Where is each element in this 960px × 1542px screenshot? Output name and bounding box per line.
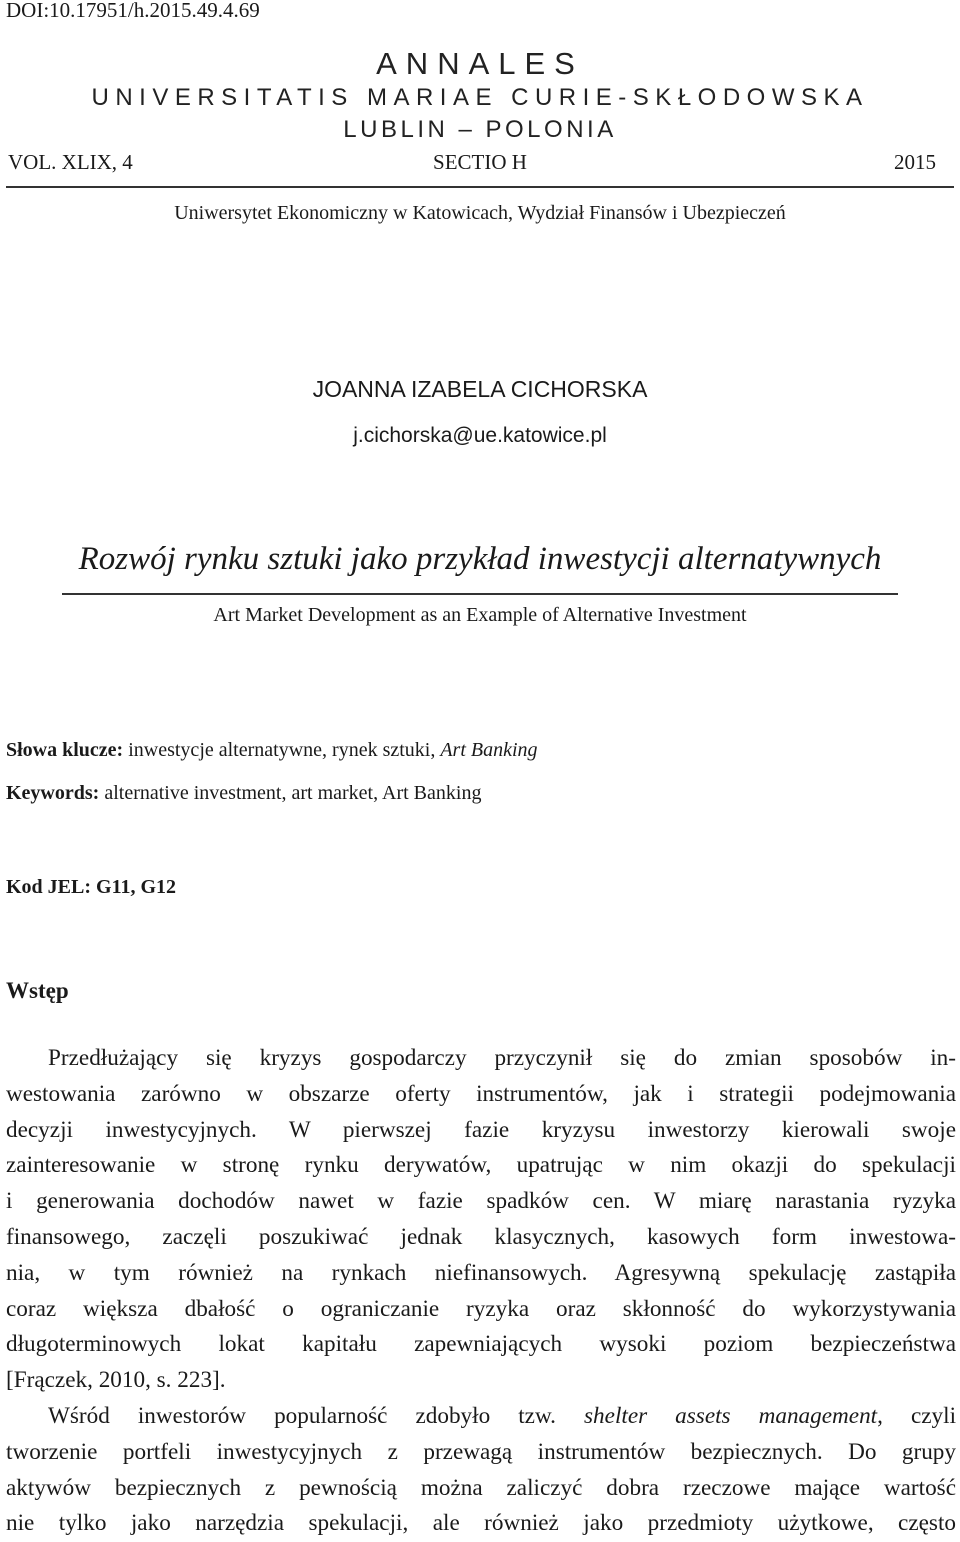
title-divider: [62, 593, 898, 595]
keywords-english: [6, 782, 481, 805]
section: SECTIO H: [433, 150, 527, 174]
keywords-english-label: Keywords:: [6, 782, 100, 804]
volume: VOL. XLIX, 4: [8, 150, 133, 174]
doi: DOI:10.17951/h.2015.49.4.69: [6, 0, 260, 22]
year: 2015: [894, 150, 936, 174]
title-english: Art Market Development as an Example of Alternative Investment: [213, 604, 747, 626]
keywords-polish-italic: Art Banking: [440, 739, 538, 761]
body-line: [Frączek, 2010, s. 223].: [6, 1367, 226, 1394]
body-line: tworzenie portfeli inwestycyjnych z przewagą instrumentów bezpiecznych. Do grupy: [6, 1438, 956, 1465]
p2-italic: shelter assets management: [584, 1402, 878, 1429]
body-line-p2: [6, 1399, 956, 1435]
keywords-polish-text: inwestycje alternatywne, rynek sztuki,: [128, 739, 436, 761]
title-polish: Rozwój rynku sztuki jako przykład inwestycji alternatywnych: [78, 541, 882, 577]
body-line: Przedłużający się kryzys gospodarczy przyczynił się do zmian sposobów in-: [48, 1045, 956, 1071]
body-line: nie tylko jako narzędzia spekulacji, ale również jako przedmioty użytkowe, często: [6, 1510, 956, 1537]
affiliation: Uniwersytet Ekonomiczny w Katowicach, Wydział Finansów i Ubezpieczeń: [174, 202, 786, 224]
section-heading: Wstęp: [6, 978, 69, 1003]
body-line: i generowania dochodów nawet w fazie spadków cen. W miarę narastania ryzyka: [6, 1188, 956, 1215]
journal-name: ANNALES: [376, 46, 584, 81]
jel-code: Kod JEL: G11, G12: [6, 876, 177, 898]
author-email: j.cichorska@ue.katowice.pl: [353, 424, 607, 447]
author-name: JOANNA IZABELA CICHORSKA: [312, 376, 648, 402]
body-text: [6, 1041, 956, 1542]
body-line: finansowego, zaczęli poszukiwać jednak klasycznych, kasowych form inwestowa-: [6, 1223, 956, 1250]
body-line: westowania zarówno w obszarze oferty instrumentów, jak i strategii podejmowania: [6, 1080, 956, 1107]
header-divider: [6, 186, 954, 188]
keywords-english-text: alternative investment, art market, Art Banking: [104, 782, 482, 804]
body-line: decyzji inwestycyjnych. W pierwszej fazie kryzysu inwestorzy kierowali swoje: [6, 1116, 956, 1143]
p2-start: Wśród inwestorów popularność zdobyło tzw.: [48, 1402, 556, 1429]
body-line: coraz większa dbałość o ograniczanie ryzyka oraz skłonność do wykorzystywania: [6, 1295, 956, 1322]
journal-city: LUBLIN – POLONIA: [343, 116, 617, 143]
journal-university: UNIVERSITATIS MARIAE CURIE-SKŁODOWSKA: [91, 84, 869, 111]
body-line: długoterminowych lokat kapitału zapewniających wysoki poziom bezpieczeństwa: [6, 1331, 956, 1358]
body-line: zainteresowanie w stronę rynku derywatów, upatrując w nim okazji do spekulacji: [6, 1152, 956, 1179]
p2-end: , czyli: [877, 1402, 957, 1429]
keywords-polish: [6, 739, 538, 762]
body-line: nia, w tym również na rynkach niefinansowych. Agresywną spekulację zastąpiła: [6, 1259, 956, 1286]
body-line: aktywów bezpiecznych z pewnością można zaliczyć dobra rzeczowe mające wartość: [6, 1474, 956, 1501]
keywords-polish-label: Słowa klucze:: [6, 739, 124, 761]
